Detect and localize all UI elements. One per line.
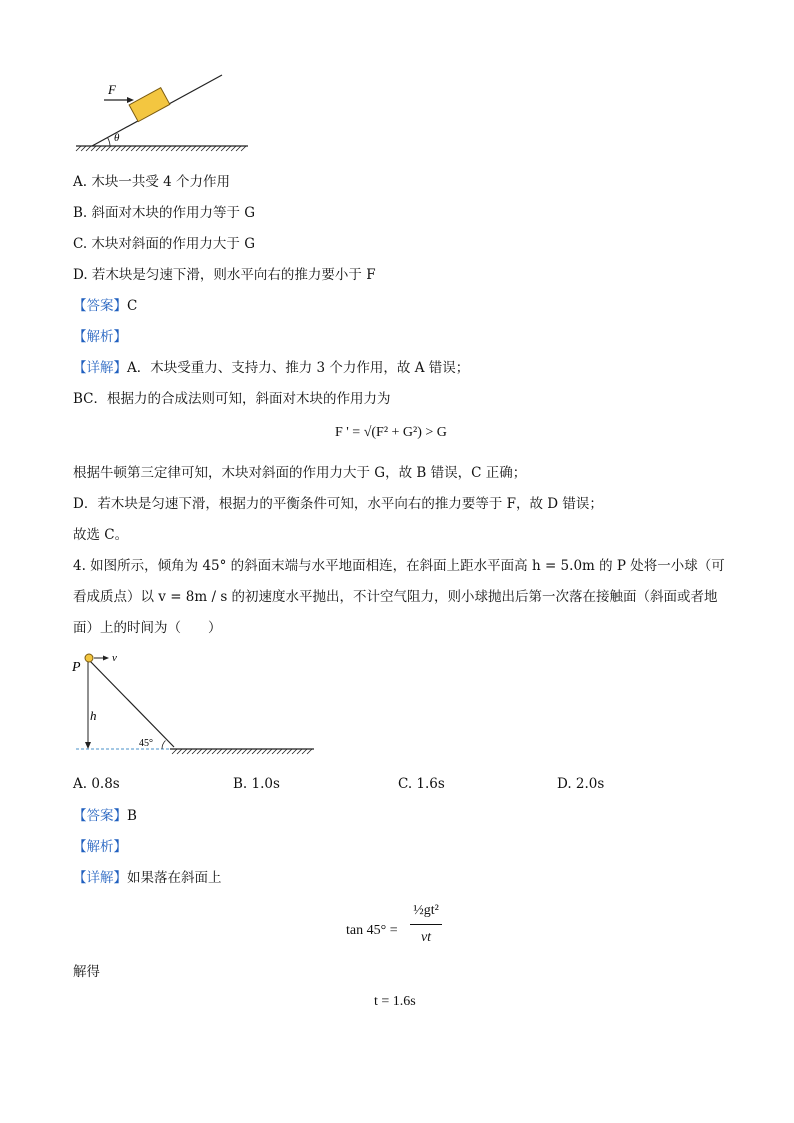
q3-option-a: A. 木块一共受 4 个力作用: [73, 174, 231, 190]
ground-hatch: [172, 749, 312, 754]
q3-analysis-heading: [73, 328, 127, 346]
hatch-mark: [227, 749, 232, 754]
hatch-mark: [207, 749, 212, 754]
hatch-mark: [222, 749, 227, 754]
hatch-mark: [236, 146, 241, 151]
hatch-mark: [151, 146, 156, 151]
hatch-mark: [307, 749, 312, 754]
hatch-mark: [136, 146, 141, 151]
hatch-mark: [237, 749, 242, 754]
q4-stem-line1: 4. 如图所示，倾角为 45° 的斜面末端与水平地面相连，在斜面上距水平面高 h = 5.0m 的 P 处将一小球（可: [73, 558, 725, 574]
force-label: F: [108, 82, 116, 97]
hatch-mark: [212, 749, 217, 754]
hatch-mark: [161, 146, 166, 151]
force-arrowhead: [127, 97, 134, 103]
analysis-bracket: 【解析】: [73, 329, 127, 345]
height-label: h: [90, 708, 97, 723]
hatch-mark: [182, 749, 187, 754]
q3-detail-line3: 根据牛顿第三定律可知，木块对斜面的作用力大于 G，故 B 错误，C 正确；: [73, 465, 527, 481]
q3-detail-line1: [73, 359, 469, 377]
q4-option-c: C. 1.6s: [398, 776, 445, 792]
hatch-mark: [232, 749, 237, 754]
hatch-mark: [192, 749, 197, 754]
q3-option-c: C. 木块对斜面的作用力大于 G: [73, 236, 256, 252]
q4-analysis-heading: [73, 838, 127, 856]
hatch-mark: [146, 146, 151, 151]
ball: [85, 654, 93, 662]
projectile-figure: [70, 650, 320, 755]
q3-option-b: B. 斜面对木块的作用力等于 G: [73, 205, 256, 221]
ground-hatch: [76, 146, 246, 151]
hatch-mark: [262, 749, 267, 754]
angle-arc: [108, 138, 110, 146]
q3-detail-line5: 故选 C。: [73, 527, 129, 543]
formula-denominator: vt: [420, 930, 432, 945]
hatch-mark: [201, 146, 206, 151]
detail-text: A．木块受重力、支持力、推力 3 个力作用，故 A 错误；: [127, 360, 470, 376]
hatch-mark: [116, 146, 121, 151]
hatch-mark: [86, 146, 91, 151]
answer-bracket: 【答案】: [73, 298, 127, 314]
q4-answer: [73, 807, 137, 825]
hatch-mark: [282, 749, 287, 754]
q4-option-a: A. 0.8s: [73, 776, 120, 792]
q4-solve-label: 解得: [73, 964, 100, 980]
hatch-mark: [252, 749, 257, 754]
q4-result: t = 1.6s: [374, 994, 416, 1009]
answer-value: B: [127, 808, 137, 824]
formula-numerator: ½gt²: [413, 903, 439, 918]
q4-detail-line1: [73, 869, 222, 887]
hatch-mark: [211, 146, 216, 151]
hatch-mark: [297, 749, 302, 754]
hatch-mark: [302, 749, 307, 754]
hatch-mark: [121, 146, 126, 151]
hatch-mark: [101, 146, 106, 151]
hatch-mark: [231, 146, 236, 151]
hatch-mark: [181, 146, 186, 151]
hatch-mark: [177, 749, 182, 754]
hatch-mark: [176, 146, 181, 151]
hatch-mark: [156, 146, 161, 151]
hatch-mark: [217, 749, 222, 754]
hatch-mark: [267, 749, 272, 754]
q3-option-d: D. 若木块是匀速下滑，则水平向右的推力要小于 F: [73, 267, 376, 283]
fraction-bar: [410, 924, 442, 925]
hatch-mark: [242, 749, 247, 754]
hatch-mark: [187, 749, 192, 754]
hatch-mark: [226, 146, 231, 151]
q3-formula: F ' = √(F² + G²) > G: [335, 425, 447, 440]
slope-line: [88, 659, 174, 747]
hatch-mark: [196, 146, 201, 151]
angle-label: θ: [114, 132, 120, 144]
hatch-mark: [191, 146, 196, 151]
q4-stem-line2: 看成质点）以 v = 8m / s 的初速度水平抛出，不计空气阻力，则小球抛出后第一次落在接触面（斜面或者地: [73, 589, 718, 605]
q4-option-b: B. 1.0s: [233, 776, 280, 792]
hatch-mark: [96, 146, 101, 151]
q4-stem-line3: 面）上的时间为（ ）: [73, 620, 222, 636]
height-arrowhead: [85, 742, 91, 749]
hatch-mark: [277, 749, 282, 754]
velocity-label: v: [112, 652, 117, 664]
detail-bracket: 【详解】: [73, 360, 127, 376]
hatch-mark: [197, 749, 202, 754]
angle-arc: [162, 741, 166, 750]
hatch-mark: [131, 146, 136, 151]
answer-bracket: 【答案】: [73, 808, 127, 824]
velocity-arrowhead: [103, 656, 109, 661]
hatch-mark: [292, 749, 297, 754]
hatch-mark: [126, 146, 131, 151]
hatch-mark: [76, 146, 81, 151]
hatch-mark: [106, 146, 111, 151]
incline-block-figure: [70, 70, 255, 155]
q3-detail-line4: D．若木块是匀速下滑，根据力的平衡条件可知，水平向右的推力要等于 F，故 D 错误；: [73, 496, 603, 512]
analysis-bracket: 【解析】: [73, 839, 127, 855]
hatch-mark: [166, 146, 171, 151]
hatch-mark: [287, 749, 292, 754]
hatch-mark: [241, 146, 246, 151]
hatch-mark: [186, 146, 191, 151]
wood-block: [129, 88, 170, 122]
hatch-mark: [257, 749, 262, 754]
answer-value: C: [127, 298, 138, 314]
hatch-mark: [81, 146, 86, 151]
hatch-mark: [216, 146, 221, 151]
hatch-mark: [172, 749, 177, 754]
hatch-mark: [111, 146, 116, 151]
angle-label: 45°: [139, 738, 153, 749]
hatch-mark: [206, 146, 211, 151]
q3-detail-line2: BC．根据力的合成法则可知，斜面对木块的作用力为: [73, 391, 391, 407]
hatch-mark: [202, 749, 207, 754]
hatch-mark: [91, 146, 96, 151]
hatch-mark: [272, 749, 277, 754]
detail-bracket: 【详解】: [73, 870, 127, 886]
formula-left: tan 45° =: [346, 923, 398, 938]
q4-option-d: D. 2.0s: [557, 776, 605, 792]
hatch-mark: [141, 146, 146, 151]
hatch-mark: [171, 146, 176, 151]
q3-answer: [73, 297, 137, 315]
hatch-mark: [247, 749, 252, 754]
formula-fraction: [410, 900, 442, 949]
detail-text: 如果落在斜面上: [127, 870, 222, 886]
hatch-mark: [221, 146, 226, 151]
point-label: P: [72, 660, 81, 675]
